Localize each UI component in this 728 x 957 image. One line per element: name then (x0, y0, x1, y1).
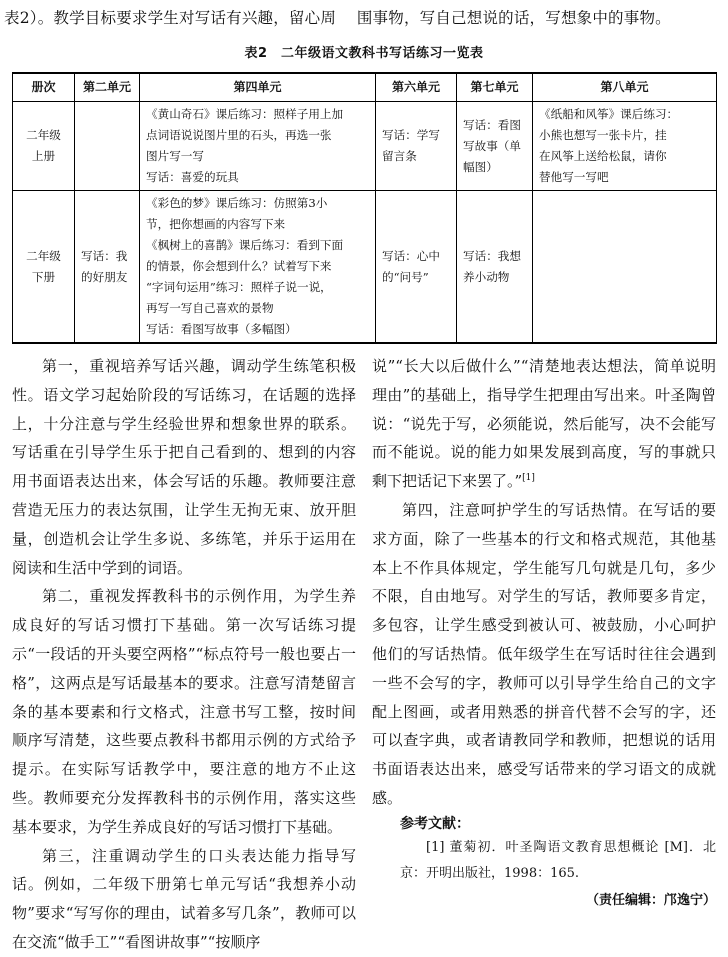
reference-item: [1] 董菊初．叶圣陶语文教育思想概论 [M]．北京：开明出版社，1998：165. (400, 839, 716, 881)
cell-line: 节，把你想画的内容写下来 (146, 217, 286, 231)
unit8-cell (533, 102, 717, 191)
cell-line: 写故事（单 (463, 138, 521, 153)
cell-line: 二年级 (26, 128, 61, 142)
header-unit4: 第四单元 (140, 73, 376, 102)
cell-line: 上册 (31, 149, 56, 163)
cell-line: 再写一写自己喜欢的景物 (146, 301, 274, 315)
cell-line: 写话：看图 (463, 117, 521, 132)
footnote-marker: [1] (522, 473, 535, 484)
cell-line: 《枫树上的喜鹊》课后练习：看到下面 (146, 238, 344, 252)
cell-line: 图片写一写 (146, 149, 204, 163)
cell-line: 点词语说说图片里的石头，再选一张 (146, 128, 332, 142)
unit7-cell (457, 191, 533, 344)
grade-cell (13, 102, 75, 191)
cell-line: “字词句运用”练习：照样子说一说， (146, 280, 332, 294)
paragraph-1: 第一，重视培养写话兴趣，调动学生练笔积极性。语文学习起始阶段的写话练习，在话题的选择上，十分注意与学生经验世界和想象世界的联系。写话重在引导学生乐于把自己看到的、想到的内容用书面语表达出来，体会写话的乐趣。教师要注意营造无压力的表达氛围，让学生无拘无束、放开胆量，创造机会让学生多说、多练笔，并乐于运用在阅读和生活中学到的词语。 (12, 357, 356, 577)
cell-line: 的“问号” (382, 269, 429, 284)
cell-line: 写话：看图写故事（多幅图） (146, 322, 297, 336)
header-unit8: 第八单元 (533, 73, 717, 102)
right-column (372, 352, 716, 916)
cell-line: 的好朋友 (81, 269, 128, 284)
editor-note: （责任编辑：邝逸宁） (585, 892, 716, 908)
table-header-row (13, 73, 717, 102)
table-row (13, 191, 717, 344)
paragraph-3-continuation (372, 352, 716, 496)
cell-line: 的情景，你会想到什么？试着写下来 (146, 259, 332, 273)
paragraph-4: 第四，注意呵护学生的写话热情。在写话的要求方面，除了一些基本的行文和格式规范，其他基本上不作具体规定，学生能写几句就是几句，多少不限，自由地写。对学生的写话，教师要多肯定，多包容，让学生感受到被认可、被鼓励，小心呵护他们的写话热情。低年级学生在写话时往往会遇到一些不会写的字，教师可以引导学生给自己的文字配上图画，或者用熟悉的拼音代替不会写的字，还可以查字典，或者请教同学和教师，把想说的话用书面语表达出来，感受写话带来的学习语文的成就感。 (372, 500, 716, 807)
cell-line: 写话：学写 (382, 128, 440, 142)
continuation-text: 说”“长大以后做什么”“清楚地表达想法，简单说明理由”的基础上，指导学生把理由写出来。叶圣陶曾说：“说先于写，必须能说，然后能写，决不会能写而不能说。说的能力如果发展到高度，写的事就只剩下把话记下来罢了。” (372, 357, 716, 491)
cell-line: 《纸船和风筝》课后练习： (539, 107, 679, 121)
unit6-cell (376, 191, 457, 344)
writing-practice-table (12, 72, 717, 344)
cell-line: 《黄山奇石》课后练习：照样子用上加 (146, 107, 344, 121)
cell-line: 下册 (31, 269, 56, 284)
cell-line: 替他写一写吧 (539, 170, 609, 184)
grade-cell (13, 191, 75, 344)
cell-line: 在风筝上送给松鼠，请你 (539, 149, 667, 163)
left-column (12, 352, 356, 957)
references-title: 参考文献： (400, 815, 470, 832)
paragraph-3: 第三，注重调动学生的口头表达能力指导写话。例如，二年级下册第七单元写话“我想养小动物”要求“写写你的理由，试着多写几条”，教师可以在交流“做手工”“看图讲故事”“按顺序 (12, 846, 356, 951)
header-unit7: 第七单元 (457, 73, 533, 102)
cell-line: 写话：我 (81, 248, 128, 263)
cell-line: 写话：心中 (382, 248, 440, 263)
cell-line: 留言条 (382, 149, 417, 163)
cell-line: 幅图） (463, 159, 498, 174)
header-volume: 册次 (13, 73, 75, 102)
cell-line: 写话：我想 (463, 248, 521, 263)
cell-line: 养小动物 (463, 269, 510, 284)
table-caption: 表2 二年级语文教科书写话练习一览表 (244, 46, 484, 61)
unit2-cell (75, 191, 140, 344)
unit2-cell (75, 102, 140, 191)
header-unit6: 第六单元 (376, 73, 457, 102)
table-row (13, 102, 717, 191)
cell-line: 《彩色的梦》课后练习：仿照第3小 (146, 196, 328, 210)
cell-line: 二年级 (26, 248, 61, 263)
paragraph-2: 第二，重视发挥教科书的示例作用，为学生养成良好的写话习惯打下基础。第一次写话练习提示“一段话的开头要空两格”“标点符号一般也要占一格”，这两点是写话最基本的要求。注意写清楚留言条的基本要素和行文格式，注意书写工整，按时间顺序写清楚，这些要点教科书都用示例的方式给予提示。在实际写话教学中，要注意的地方不止这些。教师要充分发挥教科书的示例作用，落实这些基本要求，为学生养成良好的写话习惯打下基础。 (12, 587, 356, 836)
header-unit2: 第二单元 (75, 73, 140, 102)
unit6-cell (376, 102, 457, 191)
unit4-cell (140, 102, 376, 191)
cell-line: 写话：喜爱的玩具 (146, 170, 239, 184)
cell-line: 小熊也想写一张卡片，挂 (539, 128, 667, 142)
intro-line: 表2）。教学目标要求学生对写话有兴趣，留心周 围事物，写自己想说的话，写想象中的事物。 (4, 9, 671, 27)
unit8-cell (533, 191, 717, 344)
unit7-cell (457, 102, 533, 191)
unit4-cell (140, 191, 376, 344)
